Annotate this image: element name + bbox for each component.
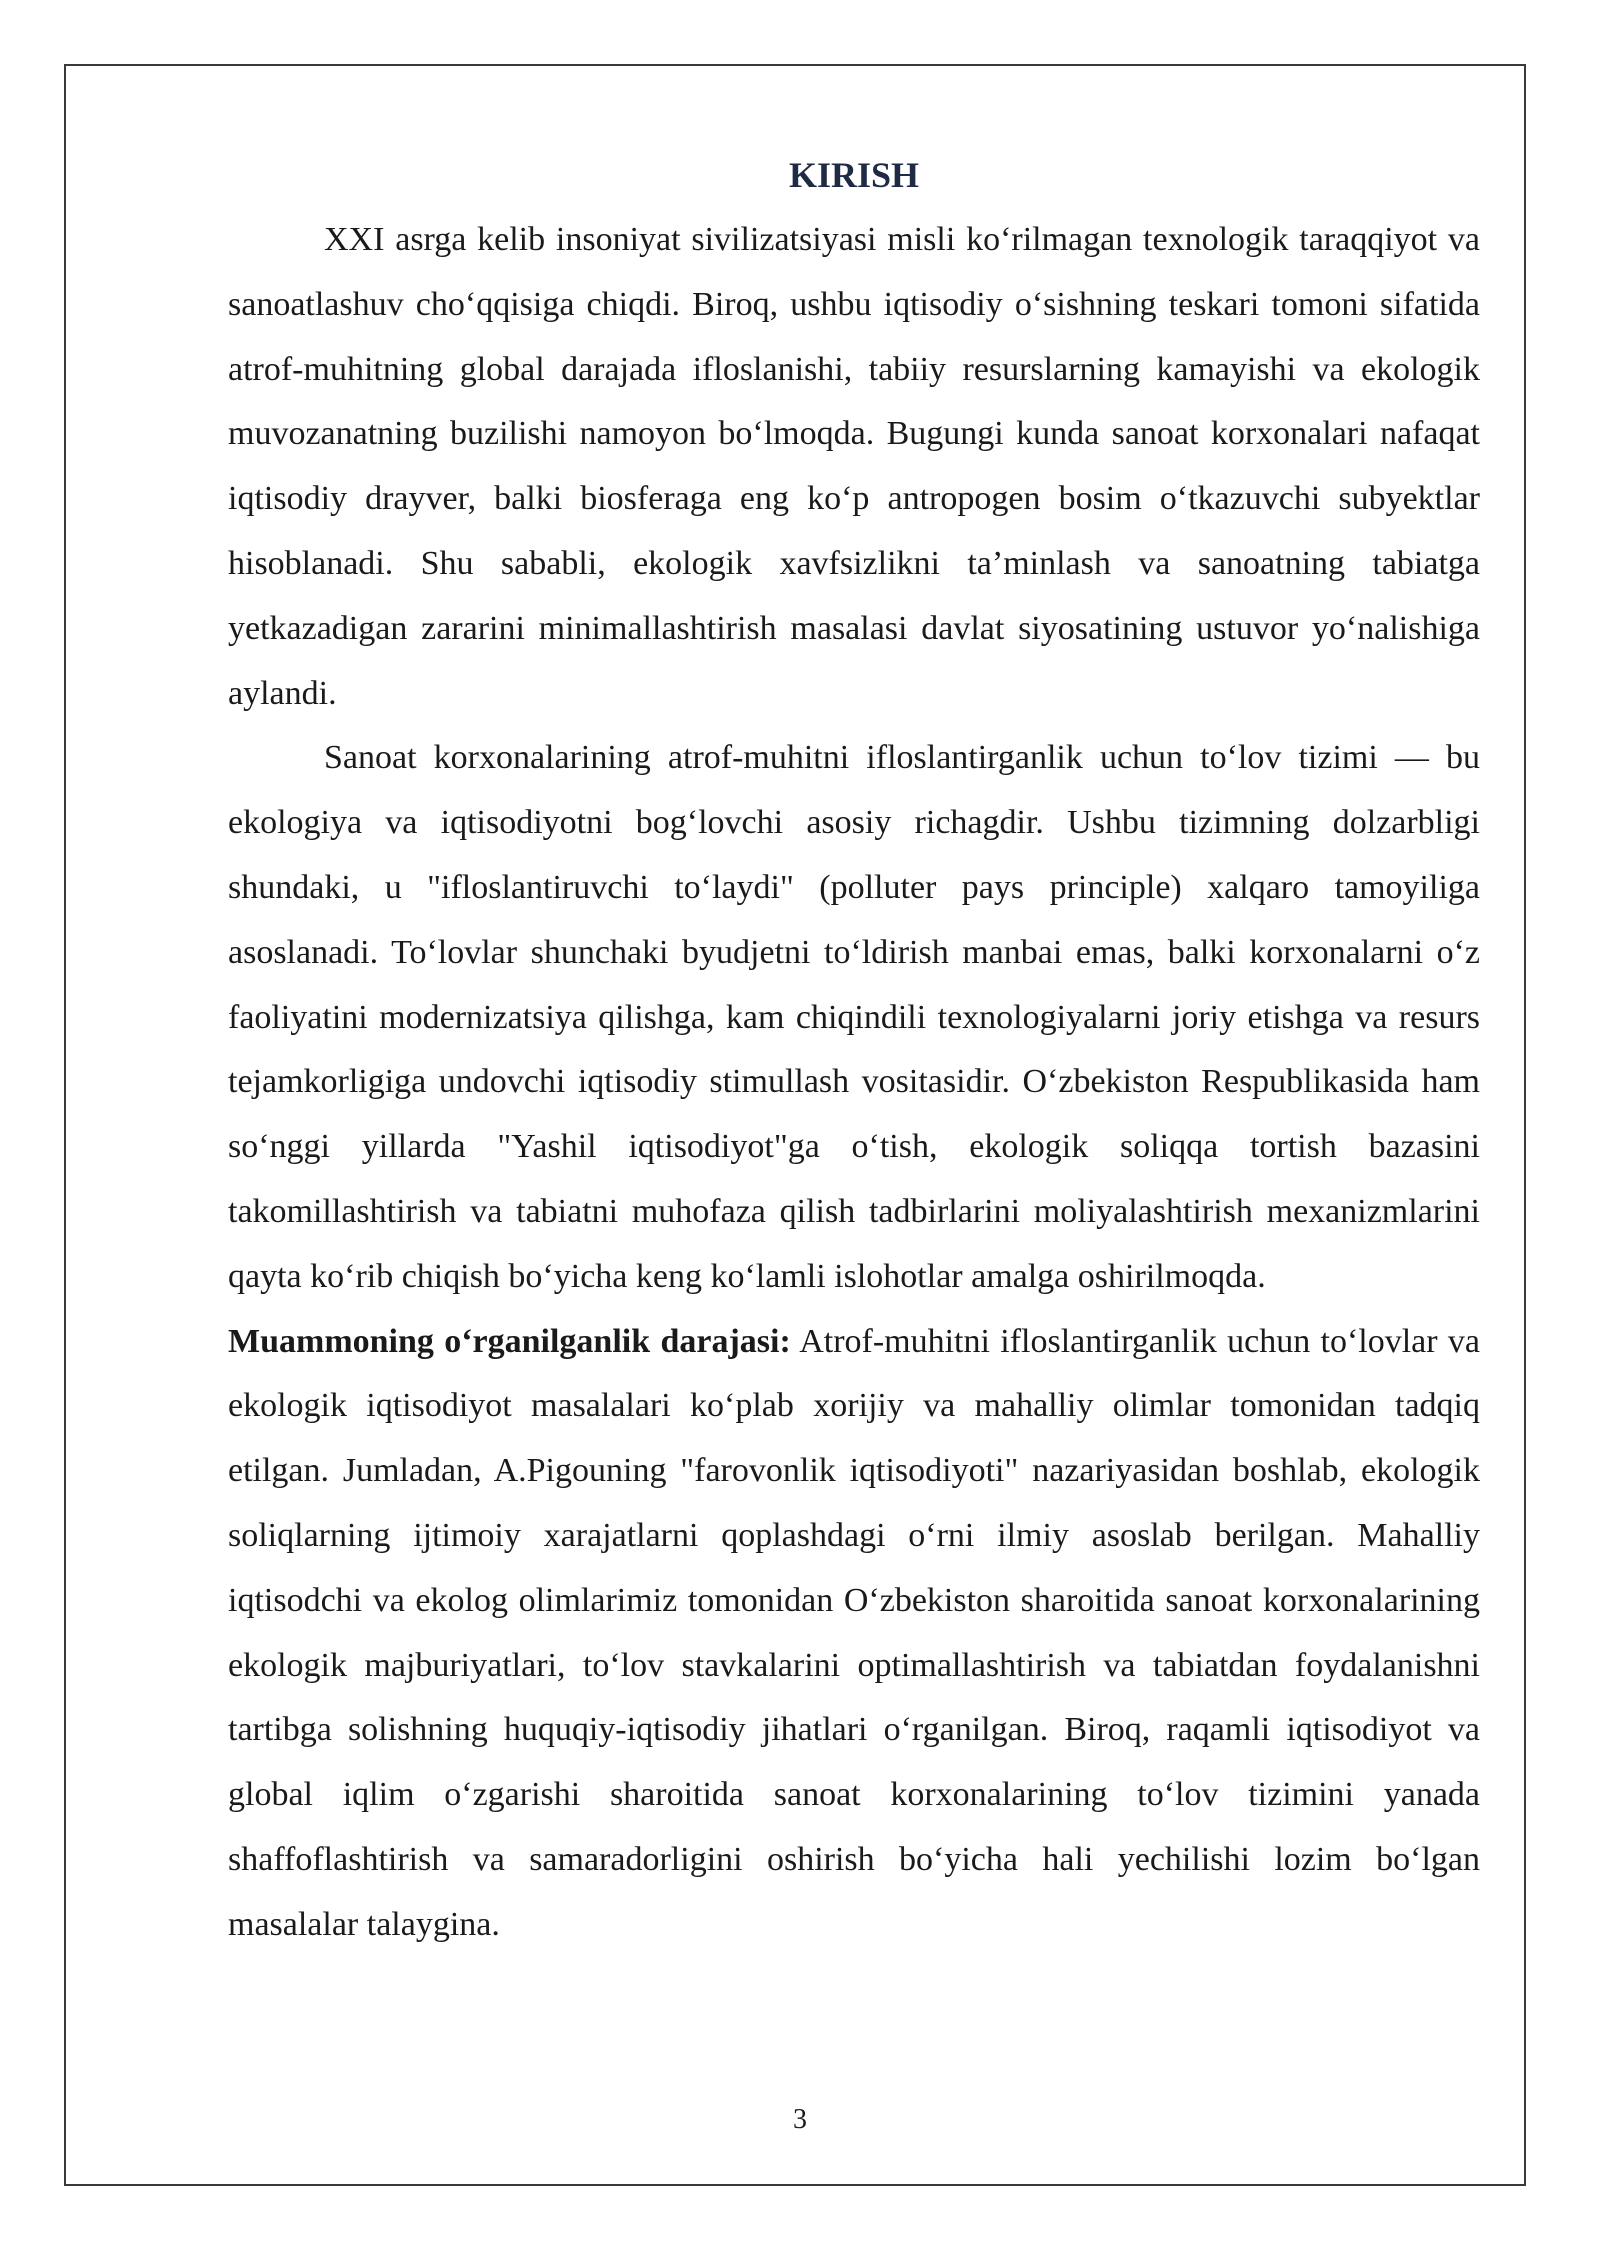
document-body xyxy=(228,146,1480,1958)
study-level-lead: Muammoning o‘rganilganlik darajasi: xyxy=(228,1322,791,1360)
paragraph-payment-system: Sanoat korxonalarining atrof-muhitni ifloslantirganlik uchun to‘lov tizimi — bu ekologiya va iqtisodiyotni bog‘lovchi asosiy richagdir. Ushbu tizimning dolzarbligi shundaki, u "ifloslantiruvchi to‘laydi" (polluter pays principle) xalqaro tamoyiliga asoslanadi. To‘lovlar shunchaki byudjetni to‘ldirish manbai emas, balki korxonalarni o‘z faoliyatini modernizatsiya qilishga, kam chiqindili texnologiyalarni joriy etishga va resurs tejamkorligiga undovchi iqtisodiy stimullash vositasidir. O‘zbekiston Respublikasida ham so‘nggi yillarda "Yashil iqtisodiyot"ga o‘tish, ekologik soliqqa tortish bazasini takomillashtirish va tabiatni muhofaza qilish tadbirlarini moliyalashtirish mexanizmlarini qayta ko‘rib chiqish bo‘yicha keng ko‘lamli islohotlar amalga oshirilmoqda. xyxy=(228,739,1480,1295)
section-heading: KIRISH xyxy=(788,155,920,195)
page-number: 3 xyxy=(793,2104,807,2135)
study-level-text: Atrof-muhitni ifloslantirganlik uchun to‘lovlar va ekologik iqtisodiyot masalalari ko‘plab xorijiy va mahalliy olimlar tomonidan tadqiq etilgan. Jumladan, A.Pigouning "farovonlik iqtisodiyoti" nazariyasidan boshlab, ekologik soliqlarning ijtimoiy xarajatlarni qoplashdagi o‘rni ilmiy asoslab berilgan. Mahalliy iqtisodchi va ekolog olimlarimiz tomonidan O‘zbekiston sharoitida sanoat korxonalarining ekologik majburiyatlari, to‘lov stavkalarini optimallashtirish va tabiatdan foydalanishni tartibga solishning huquqiy-iqtisodiy jihatlari o‘rganilgan. Biroq, raqamli iqtisodiyot va global iqlim o‘zgarishi sharoitida sanoat korxonalarining to‘lov tizimini yanada shaffoflashtirish va samaradorligini oshirish bo‘yicha hali yechilishi lozim bo‘lgan masalalar talaygina. xyxy=(228,1322,1480,1943)
paragraph-intro: XXI asrga kelib insoniyat sivilizatsiyasi misli ko‘rilmagan texnologik taraqqiyot va sanoatlashuv cho‘qqisiga chiqdi. Biroq, ushbu iqtisodiy o‘sishning teskari tomoni sifatida atrof-muhitning global darajada ifloslanishi, tabiiy resurslarning kamayishi va ekologik muvozanatning buzilishi namoyon bo‘lmoqda. Bugungi kunda sanoat korxonalari nafaqat iqtisodiy drayver, balki biosferaga eng ko‘p antropogen bosim o‘tkazuvchi subyektlar hisoblanadi. Shu sababli, ekologik xavfsizlikni ta’minlash va sanoatning tabiatga yetkazadigan zararini minimallashtirish masalasi davlat siyosatining ustuvor yo‘nalishiga aylandi. xyxy=(228,221,1480,712)
paragraph-study-level xyxy=(228,1310,1480,1958)
